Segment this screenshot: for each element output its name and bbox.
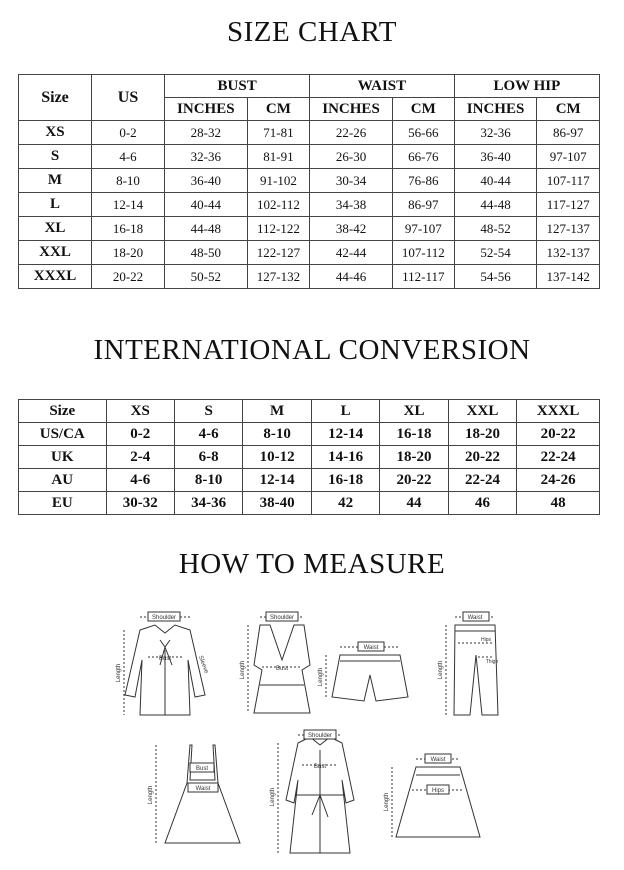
size-chart-table — [18, 74, 600, 289]
cell-waist-cm: 66-76 — [392, 145, 454, 169]
cell-waist-in: 30-34 — [310, 169, 393, 193]
conversion-cell: 14-16 — [311, 446, 379, 469]
cell-size: XS — [19, 121, 92, 145]
cell-size: L — [19, 193, 92, 217]
cell-waist-in: 44-46 — [310, 265, 393, 289]
cell-waist-cm: 56-66 — [392, 121, 454, 145]
cell-hip-cm: 137-142 — [537, 265, 600, 289]
cell-waist-cm: 107-112 — [392, 241, 454, 265]
conversion-cell: 20-22 — [517, 423, 600, 446]
header-size: Size — [19, 75, 92, 121]
cell-us: 8-10 — [92, 169, 165, 193]
cell-bust-in: 28-32 — [165, 121, 248, 145]
table-row — [19, 423, 600, 446]
header-low-hip: LOW HIP — [454, 75, 599, 98]
cell-bust-in: 48-50 — [165, 241, 248, 265]
conversion-cell: S — [174, 400, 242, 423]
cell-waist-in: 22-26 — [310, 121, 393, 145]
header-bust: BUST — [165, 75, 310, 98]
subheader-inches: INCHES — [310, 98, 393, 121]
label-waist: Waist — [430, 757, 446, 763]
label-length: Length — [384, 792, 390, 812]
conversion-cell: XS — [106, 400, 174, 423]
dress-figure — [148, 745, 240, 843]
label-bust: Bust — [313, 764, 327, 770]
conversion-cell: 42 — [311, 492, 379, 515]
skirt-figure — [384, 754, 480, 837]
conversion-cell: 34-36 — [174, 492, 242, 515]
cell-waist-in: 26-30 — [310, 145, 393, 169]
conversion-cell: 48 — [517, 492, 600, 515]
cell-bust-in: 50-52 — [165, 265, 248, 289]
conversion-cell: 4-6 — [174, 423, 242, 446]
subheader-cm: CM — [247, 98, 310, 121]
cell-hip-in: 36-40 — [454, 145, 537, 169]
conversion-cell: XXL — [448, 400, 516, 423]
label-waist: Waist — [195, 786, 211, 792]
subheader-cm: CM — [392, 98, 454, 121]
cell-bust-in: 40-44 — [165, 193, 248, 217]
conversion-title: INTERNATIONAL CONVERSION — [93, 334, 531, 366]
table-row — [19, 446, 600, 469]
conversion-cell: 8-10 — [243, 423, 311, 446]
label-bust: Bust — [275, 666, 289, 672]
cell-bust-in: 32-36 — [165, 145, 248, 169]
label-length: Length — [270, 787, 276, 807]
shorts-figure — [318, 642, 408, 701]
measurement-illustrations — [110, 585, 520, 865]
conversion-cell: 0-2 — [106, 423, 174, 446]
header-waist: WAIST — [310, 75, 455, 98]
conversion-cell: 2-4 — [106, 446, 174, 469]
cell-waist-in: 42-44 — [310, 241, 393, 265]
label-hips: Hips — [431, 788, 445, 794]
label-length: Length — [318, 667, 324, 687]
label-waist: Waist — [467, 615, 483, 621]
size-chart-title: SIZE CHART — [226, 16, 397, 48]
label-sleeve: Sleeve — [196, 655, 209, 675]
table-row — [19, 492, 600, 515]
conversion-cell: 12-14 — [311, 423, 379, 446]
conversion-cell: 22-24 — [517, 446, 600, 469]
subheader-inches: INCHES — [454, 98, 537, 121]
table-row — [19, 469, 600, 492]
conversion-cell: 38-40 — [243, 492, 311, 515]
cell-us: 0-2 — [92, 121, 165, 145]
label-thigh: Thigh — [485, 659, 499, 665]
cell-waist-cm: 112-117 — [392, 265, 454, 289]
label-shoulder: Shoulder — [307, 733, 333, 739]
conversion-cell: M — [243, 400, 311, 423]
cell-waist-cm: 86-97 — [392, 193, 454, 217]
cell-bust-cm: 71-81 — [247, 121, 310, 145]
conversion-cell: XXXL — [517, 400, 600, 423]
cell-waist-in: 38-42 — [310, 217, 393, 241]
label-length: Length — [240, 660, 246, 680]
cell-us: 20-22 — [92, 265, 165, 289]
cell-waist-cm: 97-107 — [392, 217, 454, 241]
coat-figure — [270, 730, 354, 853]
conversion-cell: 16-18 — [311, 469, 379, 492]
label-waist: Waist — [363, 645, 379, 651]
label-bust: Bust — [195, 766, 209, 772]
cell-bust-cm: 81-91 — [247, 145, 310, 169]
conversion-cell: 44 — [380, 492, 448, 515]
cell-bust-cm: 122-127 — [247, 241, 310, 265]
conversion-cell: XL — [380, 400, 448, 423]
conversion-cell: 18-20 — [448, 423, 516, 446]
cell-hip-in: 44-48 — [454, 193, 537, 217]
conversion-cell: 46 — [448, 492, 516, 515]
conversion-cell: 20-22 — [380, 469, 448, 492]
conversion-cell: 4-6 — [106, 469, 174, 492]
cell-hip-in: 32-36 — [454, 121, 537, 145]
table-row — [19, 193, 600, 217]
cell-bust-in: 44-48 — [165, 217, 248, 241]
how-to-measure-title: HOW TO MEASURE — [178, 548, 446, 580]
blouse-figure — [116, 612, 209, 715]
cell-hip-cm: 86-97 — [537, 121, 600, 145]
cell-size: XXL — [19, 241, 92, 265]
label-length: Length — [116, 663, 122, 683]
conversion-cell: 12-14 — [243, 469, 311, 492]
cell-hip-cm: 107-117 — [537, 169, 600, 193]
table-row — [19, 121, 600, 145]
cell-waist-cm: 76-86 — [392, 169, 454, 193]
row-label-cell: AU — [19, 469, 107, 492]
cell-us: 16-18 — [92, 217, 165, 241]
cell-bust-cm: 127-132 — [247, 265, 310, 289]
cell-size: XL — [19, 217, 92, 241]
cell-bust-cm: 102-112 — [247, 193, 310, 217]
conversion-cell: 10-12 — [243, 446, 311, 469]
cell-hip-in: 52-54 — [454, 241, 537, 265]
cell-hip-in: 48-52 — [454, 217, 537, 241]
table-row — [19, 400, 600, 423]
cell-hip-in: 54-56 — [454, 265, 537, 289]
conversion-cell: 22-24 — [448, 469, 516, 492]
header-us: US — [92, 75, 165, 121]
cell-bust-cm: 112-122 — [247, 217, 310, 241]
cell-us: 4-6 — [92, 145, 165, 169]
label-shoulder: Shoulder — [151, 615, 177, 621]
cell-size: M — [19, 169, 92, 193]
table-row — [19, 169, 600, 193]
cell-waist-in: 34-38 — [310, 193, 393, 217]
conversion-cell: 18-20 — [380, 446, 448, 469]
subheader-cm: CM — [537, 98, 600, 121]
cell-bust-in: 36-40 — [165, 169, 248, 193]
row-label-cell: UK — [19, 446, 107, 469]
conversion-cell: 30-32 — [106, 492, 174, 515]
label-hips: Hips — [480, 637, 492, 643]
cell-us: 12-14 — [92, 193, 165, 217]
table-row — [19, 241, 600, 265]
label-shoulder: Shoulder — [269, 615, 295, 621]
row-label-cell: US/CA — [19, 423, 107, 446]
tank-top-figure — [240, 612, 310, 713]
table-row — [19, 217, 600, 241]
trousers-figure — [438, 612, 498, 715]
conversion-cell: 6-8 — [174, 446, 242, 469]
cell-hip-cm: 117-127 — [537, 193, 600, 217]
conversion-cell: L — [311, 400, 379, 423]
conversion-table — [18, 399, 600, 515]
cell-us: 18-20 — [92, 241, 165, 265]
table-row — [19, 265, 600, 289]
row-label-cell: Size — [19, 400, 107, 423]
row-label-cell: EU — [19, 492, 107, 515]
cell-bust-cm: 91-102 — [247, 169, 310, 193]
conversion-cell: 16-18 — [380, 423, 448, 446]
label-bust: Bust — [158, 656, 172, 662]
cell-size: XXXL — [19, 265, 92, 289]
subheader-inches: INCHES — [165, 98, 248, 121]
cell-hip-cm: 127-137 — [537, 217, 600, 241]
conversion-cell: 8-10 — [174, 469, 242, 492]
cell-size: S — [19, 145, 92, 169]
cell-hip-cm: 97-107 — [537, 145, 600, 169]
label-length: Length — [438, 660, 444, 680]
cell-hip-cm: 132-137 — [537, 241, 600, 265]
cell-hip-in: 40-44 — [454, 169, 537, 193]
conversion-cell: 24-26 — [517, 469, 600, 492]
conversion-cell: 20-22 — [448, 446, 516, 469]
table-row — [19, 145, 600, 169]
label-length: Length — [148, 785, 154, 805]
